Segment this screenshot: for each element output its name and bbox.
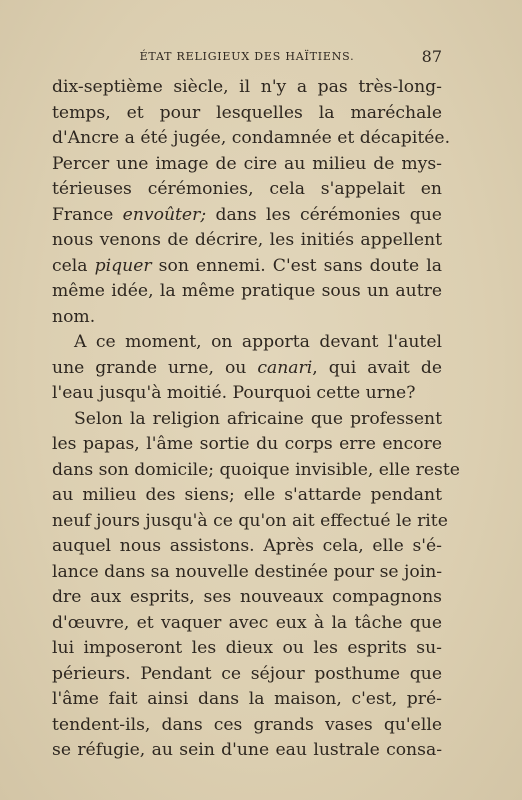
text-line: l'âme fait ainsi dans la maison, c'est, pré- [52, 689, 442, 709]
text-line: se réfugie, au sein d'une eau lustrale consa- [52, 740, 442, 760]
text-line: une grande urne, ou canari, qui avait de [52, 357, 442, 378]
italic-term: piquer [94, 255, 152, 276]
text-line: au milieu des siens; elle s'attarde pendant [52, 485, 442, 505]
text-line: A ce moment, on apporta devant l'autel [74, 332, 442, 352]
text-line: Selon la religion africaine que professent [74, 408, 442, 429]
text-line: les papas, l'âme sortie du corps erre encore [52, 434, 442, 454]
text-line: dans son domicile; quoique invisible, elle reste [52, 459, 460, 480]
text-line: dre aux esprits, ses nouveaux compagnons [52, 587, 442, 607]
text-line: périeurs. Pendant ce séjour posthume que [52, 663, 442, 684]
text-line: France envoûter; dans les cérémonies que [52, 204, 442, 225]
text-line: cela piquer son ennemi. C'est sans doute la [52, 255, 442, 276]
body-text [52, 75, 460, 764]
text-line: auquel nous assistons. Après cela, elle s'é- [52, 536, 442, 556]
text-line: temps, et pour lesquelles la maréchale [52, 102, 442, 123]
text-line: tendent-ils, dans ces grands vases qu'elle [52, 714, 442, 735]
text-line: nous venons de décrire, les initiés appellent [52, 230, 442, 250]
text-line: même idée, la même pratique sous un autre [52, 281, 442, 301]
page-number: 87 [421, 47, 442, 66]
italic-term: envoûter; [122, 204, 207, 225]
text-line: térieuses cérémonies, cela s'appelait en [52, 179, 442, 199]
page-header [52, 47, 442, 69]
italic-term: canari [257, 357, 313, 378]
text-line: d'œuvre, et vaquer avec eux à la tâche que [52, 612, 442, 633]
text-line: neuf jours jusqu'à ce qu'on ait effectué le rite [52, 510, 448, 531]
text-line: l'eau jusqu'à moitié. Pourquoi cette urne? [52, 383, 416, 403]
text-line: nom. [52, 306, 96, 327]
running-head: ÉTAT RELIGIEUX DES HAÏTIENS. [139, 50, 355, 63]
text-line: Percer une image de cire au milieu de mys- [52, 153, 442, 174]
text-line: d'Ancre a été jugée, condamnée et décapitée. [52, 128, 451, 148]
text-line: lance dans sa nouvelle destinée pour se join- [52, 561, 443, 582]
text-line: dix-septième siècle, il n'y a pas très-long- [52, 77, 442, 97]
text-line: lui imposeront les dieux ou les esprits su- [52, 638, 442, 658]
